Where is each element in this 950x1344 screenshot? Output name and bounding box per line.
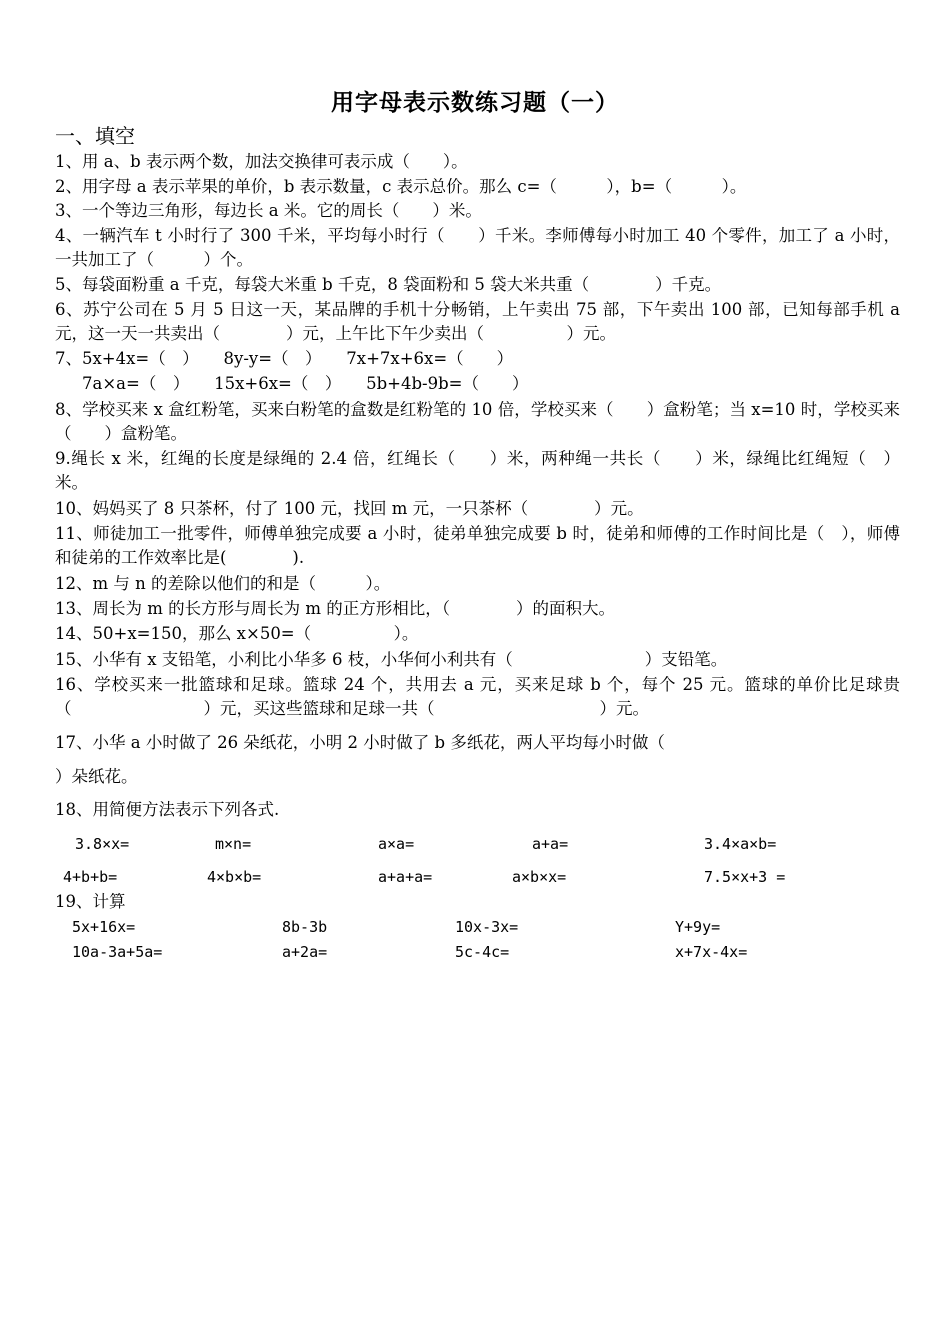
question-19-heading: 19、计算 [55,892,126,911]
question-17-line-2: ）朵纸花。 [55,767,138,786]
expression: 10x-3x= [455,918,519,936]
section-heading-fill-blank: 一、填空 [55,124,135,148]
question-13: 13、周长为 m 的长方形与周长为 m 的正方形相比，（ ）的面积大。 [55,599,616,618]
question-14: 14、50+x=150，那么 x×50=（ ）。 [55,624,419,643]
question-4: 4、一辆汽车 t 小时行了 300 千米，平均每小时行（ ）千米。李师傅每小时加工 40 个零件，加工了 a 小时，一共加工了（ ）个。 [55,226,900,269]
question-5: 5、每袋面粉重 a 千克，每袋大米重 b 千克，8 袋面粉和 5 袋大米共重（ ）千克。 [55,275,722,294]
expression: 7.5×x+3 = [704,868,786,886]
expression: m×n= [215,835,252,853]
expression: 5c-4c= [455,943,510,961]
expression: 8b-3b [282,918,328,936]
expression: Y+9y= [675,918,721,936]
question-16: 16、学校买来一批篮球和足球。篮球 24 个，共用去 a 元，买来足球 b 个，每个 25 元。篮球的单价比足球贵（ ）元，买这些篮球和足球一共（ ）元。 [55,675,900,718]
expression: 3.4×a×b= [704,835,777,853]
question-10: 10、妈妈买了 8 只茶杯，付了 100 元，找回 m 元，一只茶杯（ ）元。 [55,499,644,518]
question-7-row-1: 7、5x+4x=（ ） 8y-y=（ ） 7x+7x+6x=（ ） [55,349,514,368]
question-1: 1、用 a、b 表示两个数，加法交换律可表示成（ ）。 [55,152,468,171]
expression: a+a+a= [378,868,433,886]
expression: 3.8×x= [75,835,130,853]
expression: 10a-3a+5a= [72,943,163,961]
question-6: 6、苏宁公司在 5 月 5 日这一天，某品牌的手机十分畅销，上午卖出 75 部，下午卖出 100 部，已知每部手机 a 元，这一天一共卖出（ ）元，上午比下午少卖出（ ）元。 [55,300,900,343]
expression: a×b×x= [512,868,567,886]
question-2: 2、用字母 a 表示苹果的单价，b 表示数量，c 表示总价。那么 c=（ ），b=（ ）。 [55,177,747,196]
expression: a+2a= [282,943,328,961]
expression: a+a= [532,835,569,853]
question-12: 12、m 与 n 的差除以他们的和是（ ）。 [55,574,391,593]
question-17-line-1: 17、小华 a 小时做了 26 朵纸花，小明 2 小时做了 b 多纸花，两人平均每小时做（ [55,733,665,752]
question-11: 11、师徒加工一批零件，师傅单独完成要 a 小时，徒弟单独完成要 b 时，徒弟和师傅的工作时间比是（ ），师傅和徒弟的工作效率比是( ). [55,524,900,567]
question-7-row-2: 7a×a=（ ） 15x+6x=（ ） 5b+4b-9b=（ ） [82,374,529,393]
question-9: 9.绳长 x 米，红绳的长度是绿绳的 2.4 倍，红绳长（ ）米，两种绳一共长（ ）米，绿绳比红绳短（ ）米。 [55,449,900,492]
question-15: 15、小华有 x 支铅笔，小利比小华多 6 枝，小华何小利共有（ ）支铅笔。 [55,650,728,669]
expression: x+7x-4x= [675,943,748,961]
expression: 5x+16x= [72,918,136,936]
question-18-heading: 18、用简便方法表示下列各式. [55,800,280,819]
expression: a×a= [378,835,415,853]
page-title: 用字母表示数练习题（一） [331,89,619,116]
question-3: 3、一个等边三角形，每边长 a 米。它的周长（ ）米。 [55,201,482,220]
question-8: 8、学校买来 x 盒红粉笔，买来白粉笔的盒数是红粉笔的 10 倍，学校买来（ ）盒粉笔；当 x=10 时，学校买来（ ）盒粉笔。 [55,400,900,443]
expression: 4+b+b= [63,868,118,886]
expression: 4×b×b= [207,868,262,886]
